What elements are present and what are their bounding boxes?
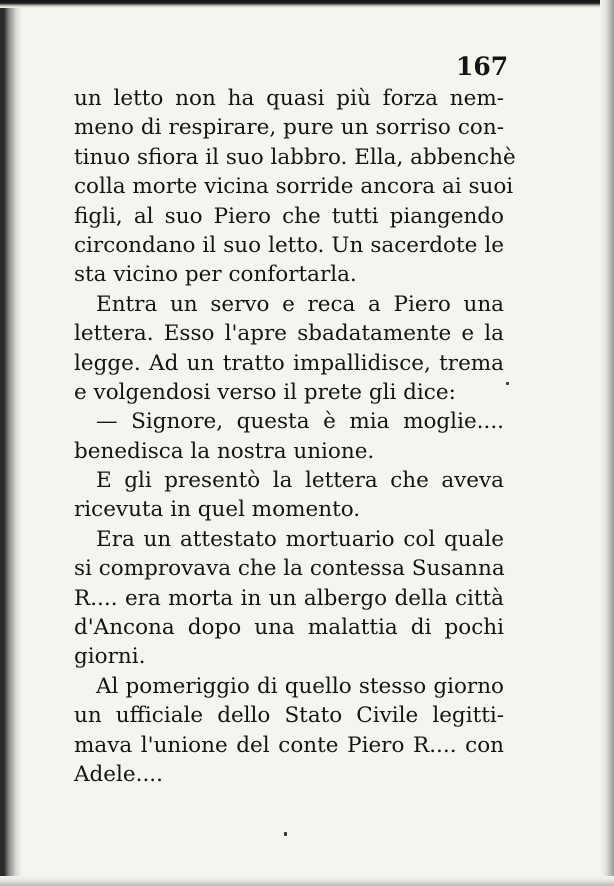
text-line: E gli presentò la lettera che aveva xyxy=(96,468,504,494)
text-line: figli, al suo Piero che tutti piangendo xyxy=(74,203,504,229)
text-line: Adele.... xyxy=(74,761,163,787)
text-line: sta vicino per confortarla. xyxy=(74,262,357,288)
page-number: 167 xyxy=(456,52,509,81)
text-line: tinuo sfiora il suo labbro. Ella, abbenchè xyxy=(74,144,516,170)
text-line: — Signore, questa è mia moglie.... xyxy=(96,409,504,435)
scan-edge-top xyxy=(0,0,614,8)
scan-edge-right xyxy=(600,0,614,886)
text-line: benedisca la nostra unione. xyxy=(74,438,375,464)
text-line: si comprovava che la contessa Susanna xyxy=(74,556,505,582)
text-line: meno di respirare, pure un sorriso con- xyxy=(74,115,504,141)
text-line: Al pomeriggio di quello stesso giorno xyxy=(96,673,504,699)
text-line: colla morte vicina sorride ancora ai suoi xyxy=(74,174,514,200)
ink-speck xyxy=(284,832,287,836)
text-line: giorni. xyxy=(74,644,146,670)
text-line: Era un attestato mortuario col quale xyxy=(96,526,504,552)
scan-edge-bottom xyxy=(0,876,614,886)
text-line: circondano il suo letto. Un sacerdote le xyxy=(74,232,504,258)
text-line: R.... era morta in un albergo della città xyxy=(74,585,504,611)
text-line: lettera. Esso l'apre sbadatamente e la xyxy=(74,321,504,347)
text-line: mava l'unione del conte Piero R.... con xyxy=(74,732,504,758)
text-line: un letto non ha quasi più forza nem- xyxy=(74,86,504,111)
text-line: ricevuta in quel momento. xyxy=(74,497,361,523)
text-line: e volgendosi verso il prete gli dice: xyxy=(74,379,456,405)
text-line: d'Ancona dopo una malattia di pochi xyxy=(74,615,504,641)
ink-speck xyxy=(506,382,509,385)
scan-edge-left xyxy=(0,0,22,886)
text-line: Entra un servo e reca a Piero una xyxy=(96,291,504,317)
text-line: legge. Ad un tratto impallidisce, trema xyxy=(74,350,504,376)
text-line: un ufficiale dello Stato Civile legitti- xyxy=(74,703,504,729)
body-text xyxy=(74,84,516,789)
